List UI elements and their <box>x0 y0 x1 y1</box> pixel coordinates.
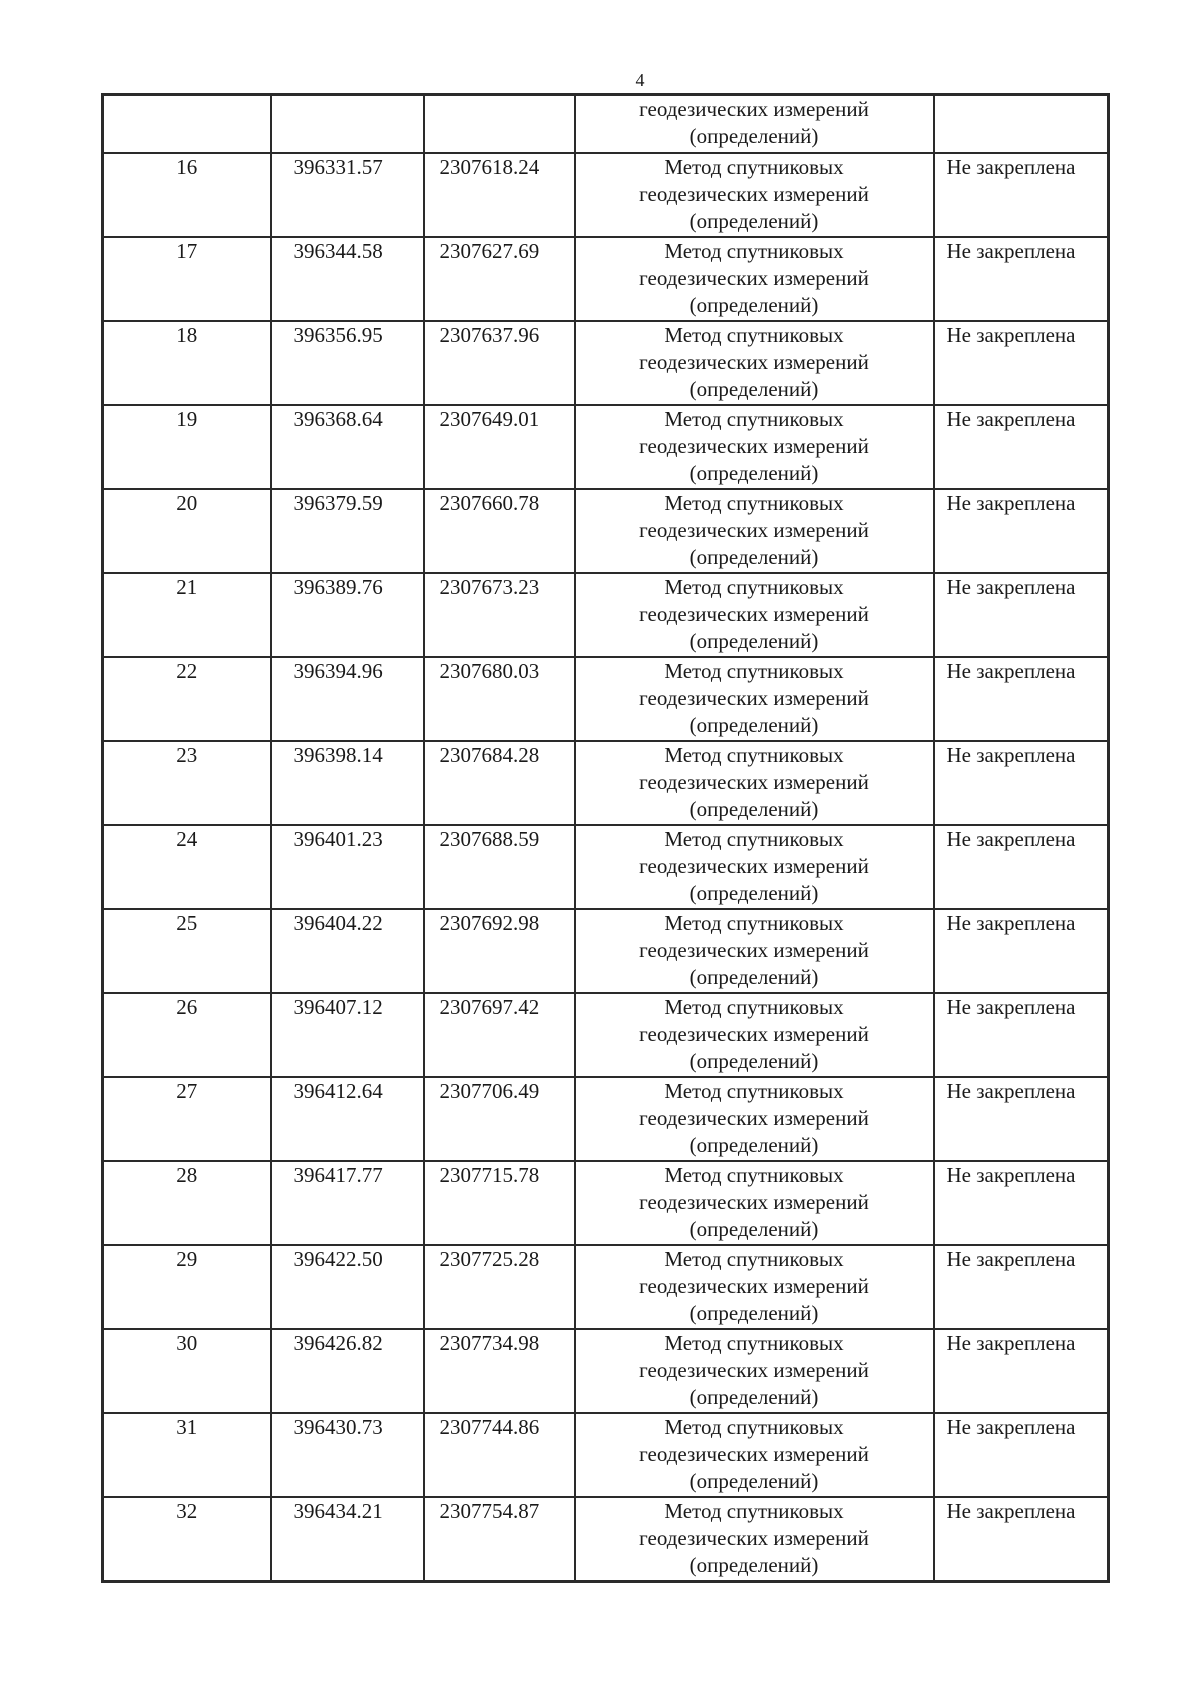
cell-fixation: Не закреплена <box>934 1413 1109 1497</box>
method-line: геодезических измерений <box>639 350 869 374</box>
method-line: геодезических измерений <box>639 854 869 878</box>
cell-y: 2307725.28 <box>424 1245 575 1329</box>
method-line: Метод спутниковых <box>664 239 844 263</box>
method-line: (определений) <box>689 1217 819 1241</box>
cell-y: 2307649.01 <box>424 405 575 489</box>
method-line: (определений) <box>689 713 819 737</box>
table-row <box>103 657 1109 741</box>
table-row <box>103 1497 1109 1582</box>
cell-method <box>575 1329 934 1413</box>
cell-point-number: 16 <box>103 153 271 237</box>
cell-x: 396379.59 <box>271 489 424 573</box>
cell-fixation: Не закреплена <box>934 1245 1109 1329</box>
method-line: Метод спутниковых <box>664 659 844 683</box>
method-line: геодезических измерений <box>639 518 869 542</box>
cell-method <box>575 1497 934 1582</box>
cell-fixation: Не закреплена <box>934 909 1109 993</box>
method-line: Метод спутниковых <box>664 995 844 1019</box>
cell-point-number: 25 <box>103 909 271 993</box>
continuation-row <box>103 95 1109 154</box>
cell-y: 2307688.59 <box>424 825 575 909</box>
cell-method <box>575 741 934 825</box>
method-line: Метод спутниковых <box>664 743 844 767</box>
method-line: Метод спутниковых <box>664 1247 844 1271</box>
cell-method <box>575 489 934 573</box>
cell-method <box>575 825 934 909</box>
cell-point-number: 29 <box>103 1245 271 1329</box>
method-line: геодезических измерений <box>639 1274 869 1298</box>
table-row <box>103 489 1109 573</box>
cell-point-number: 24 <box>103 825 271 909</box>
method-line: (определений) <box>689 629 819 653</box>
method-line: Метод спутниковых <box>664 575 844 599</box>
cell-fixation: Не закреплена <box>934 153 1109 237</box>
cell-fixation: Не закреплена <box>934 405 1109 489</box>
cell-x: 396426.82 <box>271 1329 424 1413</box>
cell-fixation: Не закреплена <box>934 1077 1109 1161</box>
table-row <box>103 237 1109 321</box>
cell-y: 2307754.87 <box>424 1497 575 1582</box>
method-line: (определений) <box>689 797 819 821</box>
method-line: (определений) <box>689 461 819 485</box>
table-row <box>103 909 1109 993</box>
table-row <box>103 405 1109 489</box>
cell-y: 2307627.69 <box>424 237 575 321</box>
cell-point-number: 27 <box>103 1077 271 1161</box>
cell-point-number: 30 <box>103 1329 271 1413</box>
cell-x: 396344.58 <box>271 237 424 321</box>
method-line: Метод спутниковых <box>664 1079 844 1103</box>
table-row <box>103 321 1109 405</box>
method-line: Метод спутниковых <box>664 407 844 431</box>
cell-fixation: Не закреплена <box>934 237 1109 321</box>
cell-y: 2307744.86 <box>424 1413 575 1497</box>
cell-x: 396368.64 <box>271 405 424 489</box>
cell-point-number: 18 <box>103 321 271 405</box>
table-row <box>103 1077 1109 1161</box>
method-line: Метод спутниковых <box>664 911 844 935</box>
cell-x: 396394.96 <box>271 657 424 741</box>
method-line: Метод спутниковых <box>664 1331 844 1355</box>
method-line: геодезических измерений <box>639 1190 869 1214</box>
cell-x: 396422.50 <box>271 1245 424 1329</box>
method-line: Метод спутниковых <box>664 1415 844 1439</box>
method-line: Метод спутниковых <box>664 827 844 851</box>
method-line: геодезических измерений <box>639 602 869 626</box>
table-row <box>103 1329 1109 1413</box>
cell-y: 2307680.03 <box>424 657 575 741</box>
cell-point-number: 21 <box>103 573 271 657</box>
cell-y: 2307706.49 <box>424 1077 575 1161</box>
method-line: Метод спутниковых <box>664 491 844 515</box>
cell-method <box>575 153 934 237</box>
coordinates-table <box>101 93 1110 1583</box>
cell-y: 2307715.78 <box>424 1161 575 1245</box>
method-line: (определений) <box>689 209 819 233</box>
cell-y: 2307697.42 <box>424 993 575 1077</box>
table-row <box>103 1245 1109 1329</box>
method-line: геодезических измерений <box>639 686 869 710</box>
cell-x: 396434.21 <box>271 1497 424 1582</box>
cell-x: 396398.14 <box>271 741 424 825</box>
cell-x: 396430.73 <box>271 1413 424 1497</box>
table-row <box>103 573 1109 657</box>
table-row <box>103 1413 1109 1497</box>
method-line: (определений) <box>689 1133 819 1157</box>
cell-y: 2307734.98 <box>424 1329 575 1413</box>
method-line: Метод спутниковых <box>664 1163 844 1187</box>
method-line: геодезических измерений <box>639 1358 869 1382</box>
cell-point-number: 23 <box>103 741 271 825</box>
cell-x: 396389.76 <box>271 573 424 657</box>
cell-fixation <box>934 95 1109 154</box>
cell-method <box>575 1413 934 1497</box>
method-line: (определений) <box>689 1553 819 1577</box>
table-row <box>103 1161 1109 1245</box>
cell-point-number: 32 <box>103 1497 271 1582</box>
cell-method <box>575 573 934 657</box>
cell-fixation: Не закреплена <box>934 321 1109 405</box>
cell-y <box>424 95 575 154</box>
cell-x <box>271 95 424 154</box>
method-line: (определений) <box>689 1385 819 1409</box>
cell-y: 2307618.24 <box>424 153 575 237</box>
cell-x: 396331.57 <box>271 153 424 237</box>
cell-point-number: 20 <box>103 489 271 573</box>
cell-point-number: 28 <box>103 1161 271 1245</box>
page-number: 4 <box>635 70 645 90</box>
cell-x: 396412.64 <box>271 1077 424 1161</box>
method-line: Метод спутниковых <box>664 323 844 347</box>
method-line: геодезических измерений <box>639 1106 869 1130</box>
cell-x: 396407.12 <box>271 993 424 1077</box>
cell-method <box>575 1245 934 1329</box>
cell-x: 396417.77 <box>271 1161 424 1245</box>
method-line: геодезических измерений <box>639 770 869 794</box>
method-line: (определений) <box>689 377 819 401</box>
cell-fixation: Не закреплена <box>934 657 1109 741</box>
cell-fixation: Не закреплена <box>934 825 1109 909</box>
cell-fixation: Не закреплена <box>934 573 1109 657</box>
cell-x: 396401.23 <box>271 825 424 909</box>
method-line: (определений) <box>689 965 819 989</box>
table-row <box>103 741 1109 825</box>
method-line: (определений) <box>689 1049 819 1073</box>
method-line: (определений) <box>689 124 819 148</box>
table-body <box>103 95 1109 1582</box>
cell-method <box>575 993 934 1077</box>
method-line: Метод спутниковых <box>664 1499 844 1523</box>
cell-fixation: Не закреплена <box>934 1329 1109 1413</box>
cell-y: 2307692.98 <box>424 909 575 993</box>
cell-point-number: 22 <box>103 657 271 741</box>
cell-fixation: Не закреплена <box>934 1161 1109 1245</box>
cell-method <box>575 405 934 489</box>
cell-y: 2307637.96 <box>424 321 575 405</box>
method-line: Метод спутниковых <box>664 155 844 179</box>
method-line: (определений) <box>689 293 819 317</box>
cell-x: 396356.95 <box>271 321 424 405</box>
method-line: (определений) <box>689 545 819 569</box>
cell-fixation: Не закреплена <box>934 489 1109 573</box>
cell-y: 2307673.23 <box>424 573 575 657</box>
method-line: (определений) <box>689 1301 819 1325</box>
cell-fixation: Не закреплена <box>934 993 1109 1077</box>
cell-point-number <box>103 95 271 154</box>
cell-method <box>575 657 934 741</box>
cell-method <box>575 237 934 321</box>
cell-fixation: Не закреплена <box>934 1497 1109 1582</box>
cell-method <box>575 909 934 993</box>
cell-point-number: 31 <box>103 1413 271 1497</box>
table-row <box>103 993 1109 1077</box>
cell-fixation: Не закреплена <box>934 741 1109 825</box>
method-line: (определений) <box>689 881 819 905</box>
cell-point-number: 26 <box>103 993 271 1077</box>
cell-y: 2307660.78 <box>424 489 575 573</box>
table-row <box>103 153 1109 237</box>
cell-point-number: 19 <box>103 405 271 489</box>
cell-method <box>575 95 934 154</box>
method-line: геодезических измерений <box>639 938 869 962</box>
method-line: геодезических измерений <box>639 182 869 206</box>
method-line: геодезических измерений <box>639 266 869 290</box>
method-line: геодезических измерений <box>639 1442 869 1466</box>
method-line: геодезических измерений <box>639 1022 869 1046</box>
table-row <box>103 825 1109 909</box>
method-line: геодезических измерений <box>639 97 869 121</box>
cell-x: 396404.22 <box>271 909 424 993</box>
method-line: геодезических измерений <box>639 434 869 458</box>
method-line: геодезических измерений <box>639 1526 869 1550</box>
cell-method <box>575 1077 934 1161</box>
cell-point-number: 17 <box>103 237 271 321</box>
method-line: (определений) <box>689 1469 819 1493</box>
cell-y: 2307684.28 <box>424 741 575 825</box>
cell-method <box>575 1161 934 1245</box>
cell-method <box>575 321 934 405</box>
